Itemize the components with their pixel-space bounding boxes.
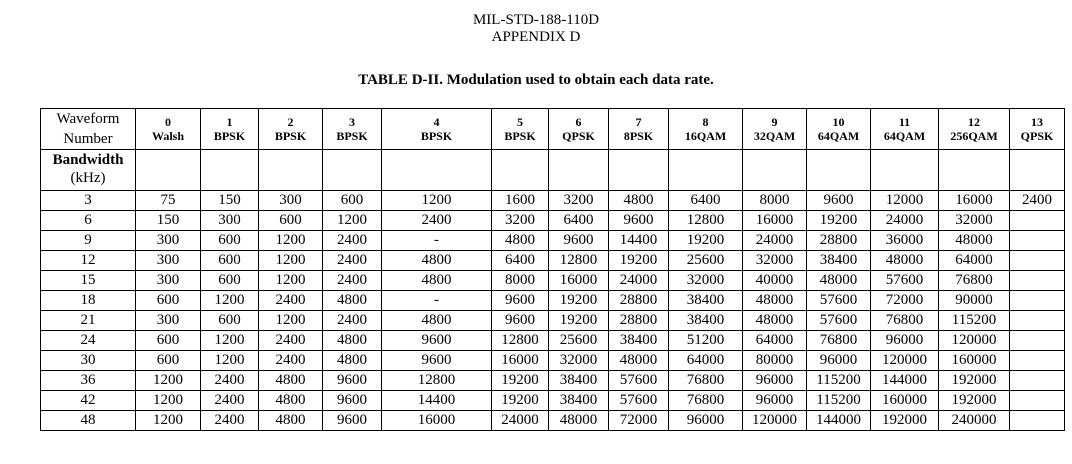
waveform-number-header — [41, 109, 136, 150]
waveform-column-header — [549, 109, 609, 150]
data-rate-cell: 4800 — [259, 371, 323, 391]
table-row — [41, 251, 1065, 271]
data-rate-cell: 57600 — [871, 271, 939, 291]
data-rate-cell: 64000 — [743, 331, 807, 351]
empty-cell — [871, 150, 939, 191]
data-rate-cell: 64000 — [939, 251, 1010, 271]
data-rate-cell: 4800 — [382, 251, 492, 271]
waveform-number: 9 — [771, 115, 778, 129]
data-rate-cell: 36000 — [871, 231, 939, 251]
empty-cell — [743, 150, 807, 191]
data-rate-cell: 72000 — [871, 291, 939, 311]
data-rate-cell: 40000 — [743, 271, 807, 291]
modulation-type: 16QAM — [684, 129, 727, 143]
data-rate-cell: 48000 — [743, 291, 807, 311]
data-rate-cell: 48000 — [609, 351, 669, 371]
data-rate-cell: 2400 — [259, 291, 323, 311]
waveform-column-header — [871, 109, 939, 150]
data-rate-cell: 38400 — [609, 331, 669, 351]
data-rate-cell: 72000 — [609, 411, 669, 431]
table-row — [41, 291, 1065, 311]
data-rate-cell: - — [382, 231, 492, 251]
data-rate-cell — [1010, 331, 1065, 351]
data-rate-cell: 4800 — [382, 311, 492, 331]
data-rate-cell: 4800 — [323, 331, 382, 351]
bandwidth-value: 3 — [41, 191, 136, 211]
data-rate-cell — [1010, 311, 1065, 331]
bandwidth-unit: (kHz) — [70, 170, 106, 186]
waveform-column-header — [201, 109, 259, 150]
table-row — [41, 371, 1065, 391]
data-rate-cell: 9600 — [609, 211, 669, 231]
data-rate-cell: 120000 — [871, 351, 939, 371]
data-rate-cell: 150 — [136, 211, 201, 231]
data-rate-cell: 48000 — [871, 251, 939, 271]
bandwidth-label: Bandwidth — [52, 152, 124, 168]
data-rate-cell: 4800 — [323, 351, 382, 371]
waveform-column-header — [807, 109, 871, 150]
empty-cell — [136, 150, 201, 191]
data-rate-cell: 192000 — [939, 371, 1010, 391]
empty-cell — [201, 150, 259, 191]
data-rate-cell: 25600 — [669, 251, 743, 271]
bandwidth-value: 48 — [41, 411, 136, 431]
data-rate-cell: 600 — [136, 351, 201, 371]
data-rate-cell: 1200 — [201, 351, 259, 371]
waveform-column-header — [492, 109, 549, 150]
data-rate-cell: 2400 — [1010, 191, 1065, 211]
bandwidth-value: 12 — [41, 251, 136, 271]
data-rate-cell: 9600 — [323, 371, 382, 391]
modulation-type: BPSK — [213, 129, 246, 143]
table-row — [41, 391, 1065, 411]
data-rate-cell — [1010, 411, 1065, 431]
modulation-type: 8PSK — [623, 129, 654, 143]
data-rate-cell — [1010, 231, 1065, 251]
data-rate-cell: 115200 — [807, 371, 871, 391]
table-row — [41, 351, 1065, 371]
data-rate-cell: 14400 — [609, 231, 669, 251]
waveform-header-row — [41, 109, 1065, 150]
data-rate-cell: 1200 — [382, 191, 492, 211]
data-rate-cell: 2400 — [323, 311, 382, 331]
data-rate-cell: 57600 — [609, 371, 669, 391]
data-rate-cell: 9600 — [323, 411, 382, 431]
data-rate-cell: 9600 — [492, 311, 549, 331]
data-rate-cell: 300 — [136, 271, 201, 291]
waveform-number: 0 — [165, 115, 171, 129]
data-rate-cell: 19200 — [669, 231, 743, 251]
waveform-number-label: Waveform Number — [56, 111, 120, 147]
table-row — [41, 231, 1065, 251]
data-rate-cell: 12000 — [871, 191, 939, 211]
data-rate-cell: 300 — [259, 191, 323, 211]
empty-cell — [549, 150, 609, 191]
data-rate-cell: 32000 — [549, 351, 609, 371]
modulation-type: BPSK — [274, 129, 307, 143]
data-rate-cell: 19200 — [609, 251, 669, 271]
data-rate-cell: 1200 — [136, 411, 201, 431]
table-caption: TABLE D-II. Modulation used to obtain each data rate. — [358, 72, 714, 88]
bandwidth-value: 24 — [41, 331, 136, 351]
data-rate-cell: 48000 — [807, 271, 871, 291]
data-rate-cell: 2400 — [201, 391, 259, 411]
modulation-type: BPSK — [504, 129, 536, 143]
bandwidth-value: 21 — [41, 311, 136, 331]
modulation-rate-table — [40, 108, 1065, 431]
data-rate-cell: 16000 — [743, 211, 807, 231]
data-rate-cell — [1010, 251, 1065, 271]
data-rate-cell: 9600 — [807, 191, 871, 211]
data-rate-cell: 16000 — [382, 411, 492, 431]
data-rate-cell — [1010, 351, 1065, 371]
data-rate-cell: 12800 — [669, 211, 743, 231]
data-rate-cell: 1200 — [259, 271, 323, 291]
data-rate-cell: 9600 — [492, 291, 549, 311]
bandwidth-value: 18 — [41, 291, 136, 311]
waveform-number: 3 — [349, 115, 355, 129]
waveform-column-header — [669, 109, 743, 150]
data-rate-cell: 96000 — [743, 391, 807, 411]
data-rate-cell: 28800 — [609, 291, 669, 311]
modulation-type: 64QAM — [883, 129, 926, 143]
waveform-number: 11 — [898, 115, 911, 129]
data-rate-cell: 96000 — [669, 411, 743, 431]
data-rate-cell: 38400 — [669, 291, 743, 311]
data-rate-cell: 300 — [136, 311, 201, 331]
data-rate-cell: 12800 — [549, 251, 609, 271]
data-rate-cell: 2400 — [259, 331, 323, 351]
empty-cell — [323, 150, 382, 191]
data-rate-cell: 144000 — [871, 371, 939, 391]
empty-cell — [939, 150, 1010, 191]
data-rate-cell: 600 — [259, 211, 323, 231]
waveform-number: 1 — [226, 115, 233, 129]
data-rate-cell: 48000 — [939, 231, 1010, 251]
data-rate-cell: 38400 — [549, 391, 609, 411]
waveform-number: 10 — [832, 115, 845, 129]
data-rate-cell: 1200 — [259, 231, 323, 251]
data-rate-cell: 120000 — [939, 331, 1010, 351]
data-rate-cell: 160000 — [939, 351, 1010, 371]
data-rate-cell: 600 — [201, 271, 259, 291]
data-rate-cell: 76800 — [807, 331, 871, 351]
data-rate-cell: 32000 — [939, 211, 1010, 231]
modulation-type: 256QAM — [950, 129, 998, 143]
data-rate-cell: 16000 — [549, 271, 609, 291]
data-rate-cell: 4800 — [492, 231, 549, 251]
empty-cell — [609, 150, 669, 191]
data-rate-cell: 1200 — [136, 371, 201, 391]
modulation-type: BPSK — [336, 129, 368, 143]
table-row — [41, 331, 1065, 351]
empty-cell — [382, 150, 492, 191]
empty-cell — [492, 150, 549, 191]
data-rate-cell: 300 — [136, 251, 201, 271]
data-rate-cell: 76800 — [939, 271, 1010, 291]
bandwidth-value: 42 — [41, 391, 136, 411]
data-rate-cell: 24000 — [871, 211, 939, 231]
data-rate-cell: 600 — [323, 191, 382, 211]
empty-cell — [807, 150, 871, 191]
waveform-column-header — [136, 109, 201, 150]
data-rate-cell: 6400 — [669, 191, 743, 211]
data-rate-cell: 192000 — [939, 391, 1010, 411]
data-rate-cell: 2400 — [201, 411, 259, 431]
data-rate-cell: 75 — [136, 191, 201, 211]
data-rate-cell: 51200 — [669, 331, 743, 351]
data-rate-cell: 12800 — [382, 371, 492, 391]
data-rate-cell: 1600 — [492, 191, 549, 211]
data-rate-cell: 1200 — [201, 331, 259, 351]
modulation-type: 64QAM — [817, 129, 860, 143]
appendix-label: APPENDIX D — [491, 29, 581, 45]
data-rate-cell: 25600 — [549, 331, 609, 351]
waveform-column-header — [939, 109, 1010, 150]
data-rate-cell: 600 — [136, 331, 201, 351]
waveform-number: 12 — [968, 115, 980, 129]
data-rate-cell: 600 — [201, 251, 259, 271]
data-rate-cell — [1010, 391, 1065, 411]
data-rate-cell: 2400 — [323, 271, 382, 291]
data-rate-cell — [1010, 371, 1065, 391]
waveform-number: 4 — [433, 115, 440, 129]
data-rate-cell: 2400 — [382, 211, 492, 231]
data-rate-cell: 76800 — [871, 311, 939, 331]
waveform-number: 13 — [1031, 115, 1043, 129]
data-rate-cell: 4800 — [259, 411, 323, 431]
data-rate-cell — [1010, 291, 1065, 311]
data-rate-cell: 19200 — [807, 211, 871, 231]
data-rate-cell: 9600 — [382, 351, 492, 371]
data-rate-cell: 9600 — [323, 391, 382, 411]
data-rate-cell: 240000 — [939, 411, 1010, 431]
data-rate-cell: 96000 — [743, 371, 807, 391]
data-rate-cell: 1200 — [259, 251, 323, 271]
data-rate-cell: 160000 — [871, 391, 939, 411]
data-rate-cell — [1010, 211, 1065, 231]
data-rate-cell: 38400 — [807, 251, 871, 271]
waveform-number: 2 — [287, 115, 294, 129]
data-rate-cell: 120000 — [743, 411, 807, 431]
data-rate-cell: 19200 — [492, 371, 549, 391]
modulation-type: Walsh — [151, 129, 184, 143]
bandwidth-value: 30 — [41, 351, 136, 371]
data-rate-cell: 19200 — [549, 291, 609, 311]
table-row — [41, 191, 1065, 211]
data-rate-cell: 8000 — [743, 191, 807, 211]
data-rate-cell: 38400 — [549, 371, 609, 391]
data-rate-cell: 2400 — [323, 251, 382, 271]
data-rate-cell: 16000 — [492, 351, 549, 371]
data-rate-cell: 96000 — [871, 331, 939, 351]
data-rate-cell — [1010, 271, 1065, 291]
data-rate-cell: 16000 — [939, 191, 1010, 211]
data-rate-cell: 28800 — [609, 311, 669, 331]
data-rate-cell: 12800 — [492, 331, 549, 351]
data-rate-cell: 90000 — [939, 291, 1010, 311]
data-rate-cell: 1200 — [201, 291, 259, 311]
waveform-number: 5 — [517, 115, 523, 129]
waveform-column-header — [743, 109, 807, 150]
data-rate-cell: 115200 — [939, 311, 1010, 331]
data-rate-cell: 600 — [136, 291, 201, 311]
data-rate-cell: - — [382, 291, 492, 311]
data-rate-cell: 64000 — [669, 351, 743, 371]
data-rate-cell: 9600 — [382, 331, 492, 351]
data-rate-cell: 96000 — [807, 351, 871, 371]
table-row — [41, 271, 1065, 291]
data-rate-cell: 192000 — [871, 411, 939, 431]
data-rate-cell: 115200 — [807, 391, 871, 411]
data-rate-cell: 6400 — [549, 211, 609, 231]
data-rate-cell: 4800 — [382, 271, 492, 291]
data-rate-cell: 2400 — [259, 351, 323, 371]
data-rate-cell: 3200 — [549, 191, 609, 211]
table-row — [41, 311, 1065, 331]
bandwidth-value: 36 — [41, 371, 136, 391]
data-rate-cell: 1200 — [259, 311, 323, 331]
data-rate-cell: 144000 — [807, 411, 871, 431]
modulation-type: 32QAM — [753, 129, 796, 143]
data-rate-cell: 80000 — [743, 351, 807, 371]
data-rate-cell: 24000 — [743, 231, 807, 251]
data-rate-cell: 48000 — [549, 411, 609, 431]
bandwidth-value: 9 — [41, 231, 136, 251]
data-rate-cell: 48000 — [743, 311, 807, 331]
waveform-column-header — [323, 109, 382, 150]
data-rate-cell: 14400 — [382, 391, 492, 411]
data-rate-cell: 24000 — [609, 271, 669, 291]
data-rate-cell: 1200 — [136, 391, 201, 411]
data-rate-cell: 8000 — [492, 271, 549, 291]
data-rate-cell: 600 — [201, 311, 259, 331]
data-rate-cell: 300 — [136, 231, 201, 251]
table-row — [41, 211, 1065, 231]
data-rate-cell: 38400 — [669, 311, 743, 331]
data-rate-cell: 76800 — [669, 371, 743, 391]
data-rate-cell: 9600 — [549, 231, 609, 251]
modulation-type: QPSK — [1020, 129, 1054, 143]
bandwidth-header — [41, 150, 136, 191]
data-rate-cell: 300 — [201, 211, 259, 231]
data-rate-cell: 4800 — [259, 391, 323, 411]
data-rate-cell: 57600 — [807, 311, 871, 331]
data-rate-cell: 57600 — [609, 391, 669, 411]
modulation-type: BPSK — [420, 129, 453, 143]
data-rate-cell: 600 — [201, 231, 259, 251]
waveform-number: 8 — [702, 115, 709, 129]
bandwidth-value: 15 — [41, 271, 136, 291]
empty-cell — [669, 150, 743, 191]
data-rate-cell: 3200 — [492, 211, 549, 231]
data-rate-cell: 19200 — [492, 391, 549, 411]
data-rate-cell: 28800 — [807, 231, 871, 251]
table-row — [41, 411, 1065, 431]
data-rate-cell: 32000 — [669, 271, 743, 291]
waveform-column-header — [1010, 109, 1065, 150]
empty-cell — [259, 150, 323, 191]
data-rate-cell: 32000 — [743, 251, 807, 271]
bandwidth-value: 6 — [41, 211, 136, 231]
waveform-column-header — [259, 109, 323, 150]
document-id: MIL-STD-188-110D — [472, 12, 600, 28]
modulation-type: QPSK — [562, 129, 595, 143]
waveform-column-header — [382, 109, 492, 150]
waveform-number: 6 — [575, 115, 582, 129]
data-rate-cell: 6400 — [492, 251, 549, 271]
data-rate-cell: 57600 — [807, 291, 871, 311]
waveform-number: 7 — [635, 115, 642, 129]
data-rate-cell: 4800 — [609, 191, 669, 211]
data-rate-cell: 2400 — [323, 231, 382, 251]
data-rate-cell: 1200 — [323, 211, 382, 231]
data-rate-cell: 19200 — [549, 311, 609, 331]
data-rate-cell: 2400 — [201, 371, 259, 391]
data-rate-cell: 4800 — [323, 291, 382, 311]
data-rate-cell: 24000 — [492, 411, 549, 431]
waveform-column-header — [609, 109, 669, 150]
data-rate-cell: 150 — [201, 191, 259, 211]
bandwidth-header-row — [41, 150, 1065, 191]
empty-cell — [1010, 150, 1065, 191]
data-rate-cell: 76800 — [669, 391, 743, 411]
